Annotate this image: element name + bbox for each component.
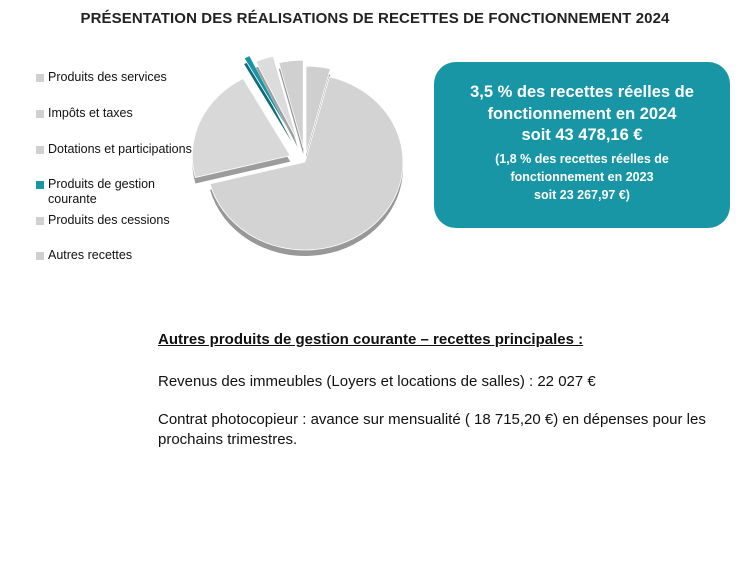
callout-subline: soit 23 267,97 €) xyxy=(534,187,630,202)
callout-line: 3,5 % des recettes réelles de xyxy=(470,83,694,101)
pie-chart xyxy=(205,60,425,260)
page-title: PRÉSENTATION DES RÉALISATIONS DE RECETTES DE FONCTIONNEMENT 2024 xyxy=(80,10,670,27)
callout-line: fonctionnement en 2024 xyxy=(487,104,677,123)
legend-swatch xyxy=(36,181,44,189)
notes-line: Contrat photocopieur : avance sur mensualité ( 18 715,20 €) en dépenses pour les prochains trimestres. xyxy=(158,411,706,448)
notes-line: Revenus des immeubles (Loyers et locations de salles) : 22 027 € xyxy=(158,373,596,390)
summary-callout xyxy=(434,62,730,228)
legend-label: Produits des services xyxy=(48,70,167,84)
legend-label xyxy=(48,177,208,207)
legend-label: Autres recettes xyxy=(48,248,133,262)
legend-swatch xyxy=(36,110,44,118)
callout-line: soit 43 478,16 € xyxy=(521,126,643,144)
legend-swatch xyxy=(36,217,44,225)
callout-subline: fonctionnement en 2023 xyxy=(510,169,654,184)
notes-heading: Autres produits de gestion courante – recettes principales : xyxy=(158,331,584,348)
legend-label-line: Produits de gestion xyxy=(48,177,156,191)
legend-label-line: courante xyxy=(48,192,97,206)
callout-subline: (1,8 % des recettes réelles de xyxy=(495,151,669,166)
legend-swatch xyxy=(36,252,44,260)
notes-section xyxy=(158,330,718,448)
legend-swatch xyxy=(36,146,44,154)
legend-label: Produits des cessions xyxy=(48,213,170,227)
legend-swatch xyxy=(36,74,44,82)
legend-label: Dotations et participations xyxy=(48,142,192,156)
legend-label: Impôts et taxes xyxy=(48,106,133,120)
